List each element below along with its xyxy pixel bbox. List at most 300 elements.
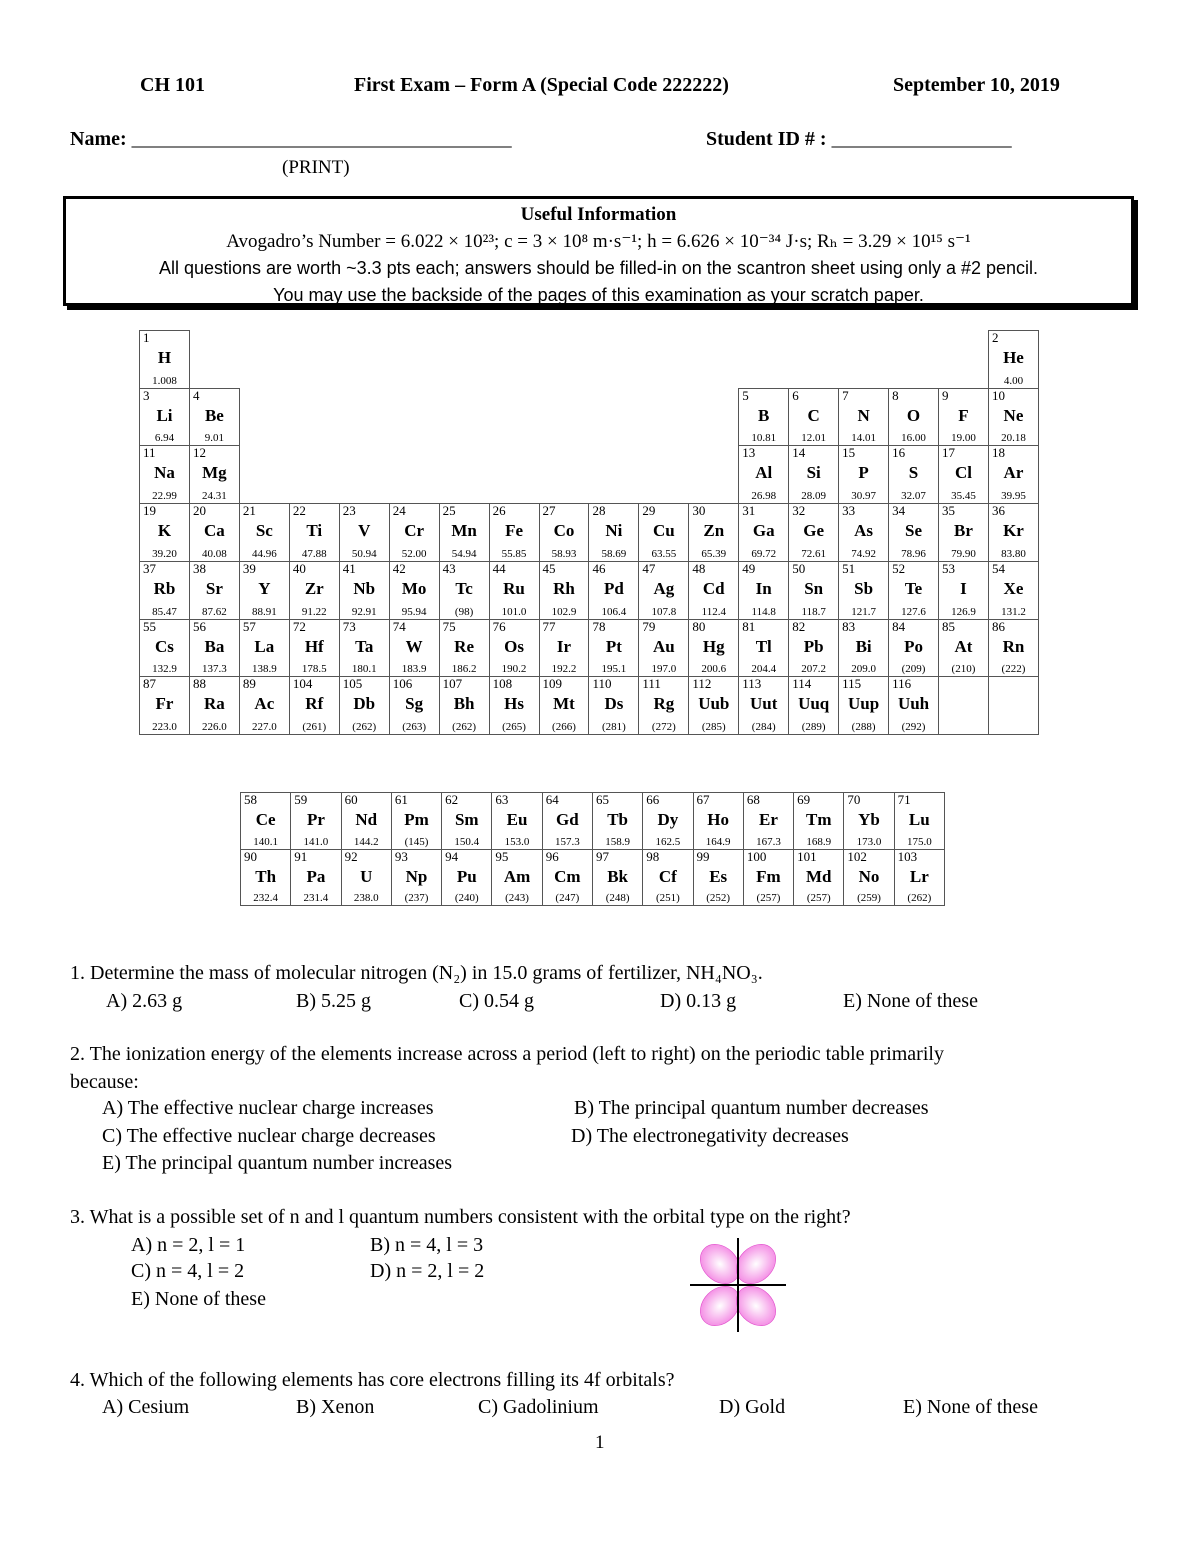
- atomic-mass: 44.96: [251, 547, 277, 560]
- element-symbol: U: [360, 866, 373, 886]
- atomic-number: 75: [442, 618, 456, 634]
- element-cell-cm: [542, 849, 592, 906]
- element-symbol: Mt: [553, 694, 575, 714]
- atomic-mass: 186.2: [451, 663, 477, 676]
- q2-choice-b[interactable]: B) The principal quantum number decreases: [574, 1097, 929, 1119]
- element-cell-sr: [189, 561, 239, 619]
- element-cell-eu: [492, 793, 542, 850]
- empty-cell: [889, 331, 939, 389]
- atomic-number: 44: [492, 560, 506, 576]
- empty-cell: [589, 331, 639, 389]
- element-symbol: Uut: [750, 694, 778, 714]
- atomic-mass: 175.0: [906, 835, 932, 848]
- atomic-mass: 209.0: [851, 663, 876, 676]
- element-cell-s: [889, 446, 939, 504]
- atomic-mass: 16.00: [901, 432, 926, 445]
- atomic-number: 101: [797, 848, 817, 864]
- element-cell-cl: [939, 446, 989, 504]
- element-cell-tb: [592, 793, 642, 850]
- atomic-mass: 138.9: [251, 663, 277, 676]
- element-cell-md: [794, 849, 844, 906]
- atomic-mass: (262): [907, 892, 932, 904]
- empty-cell: [489, 446, 539, 504]
- atomic-mass: 55.85: [501, 547, 527, 560]
- element-cell-tm: [794, 793, 844, 850]
- element-cell-la: [239, 619, 289, 677]
- element-cell-he: [988, 331, 1038, 389]
- atomic-number: 104: [292, 676, 313, 692]
- atomic-mass: 238.0: [353, 892, 379, 904]
- element-cell-li: [140, 388, 190, 446]
- atomic-number: 54: [991, 560, 1005, 576]
- atomic-number: 28: [592, 503, 606, 519]
- element-symbol: F: [958, 405, 969, 425]
- atomic-mass: 9.01: [204, 432, 225, 445]
- element-cell-f: [939, 388, 989, 446]
- element-cell-xe: [988, 561, 1038, 619]
- atomic-number: 79: [642, 618, 656, 634]
- atomic-number: 48: [692, 560, 706, 576]
- element-cell-blank: [988, 677, 1038, 735]
- atomic-mass: 72.61: [801, 547, 827, 560]
- atomic-number: 29: [642, 503, 656, 519]
- atomic-number: 14: [792, 445, 806, 461]
- atomic-mass: 107.8: [651, 605, 677, 618]
- q3-choice-e[interactable]: E) None of these: [131, 1288, 266, 1310]
- element-cell-uub: [689, 677, 739, 735]
- atomic-number: 37: [143, 560, 156, 576]
- element-cell-ar: [988, 446, 1038, 504]
- element-cell-ti: [289, 504, 339, 562]
- atomic-mass: 28.09: [801, 490, 827, 503]
- atomic-mass: (262): [352, 721, 377, 733]
- atomic-mass: 231.4: [303, 892, 329, 904]
- element-cell-nd: [341, 793, 391, 850]
- empty-cell: [589, 446, 639, 504]
- atomic-mass: (247): [555, 892, 580, 904]
- element-cell-k: [140, 504, 190, 562]
- empty-cell: [539, 446, 589, 504]
- element-symbol: As: [854, 521, 874, 541]
- element-symbol: Rh: [553, 578, 575, 598]
- atomic-mass: (266): [552, 721, 576, 733]
- atomic-mass: 204.4: [751, 663, 777, 676]
- element-symbol: Zn: [703, 521, 725, 541]
- empty-cell: [489, 331, 539, 389]
- atomic-number: 34: [892, 503, 906, 519]
- atomic-number: 83: [842, 618, 856, 634]
- element-symbol: Lr: [909, 866, 929, 886]
- empty-cell: [789, 331, 839, 389]
- element-symbol: Uuh: [897, 694, 930, 714]
- element-symbol: Ta: [355, 636, 374, 656]
- atomic-mass: 197.0: [651, 663, 677, 676]
- element-cell-au: [639, 619, 689, 677]
- print-note: (PRINT): [282, 157, 350, 178]
- atomic-mass: (252): [706, 892, 731, 904]
- atomic-mass: 58.69: [601, 547, 627, 560]
- element-cell-fm: [743, 849, 793, 906]
- element-cell-be: [189, 388, 239, 446]
- element-cell-cs: [140, 619, 190, 677]
- atomic-mass: 132.9: [152, 663, 177, 676]
- element-symbol: Cm: [554, 866, 581, 886]
- element-cell-bi: [839, 619, 889, 677]
- element-symbol: C: [807, 405, 820, 425]
- q4-choice-c[interactable]: C) Gadolinium: [478, 1396, 599, 1418]
- q1-choice-a[interactable]: A) 2.63 g: [106, 990, 183, 1012]
- q4-choice-d[interactable]: D) Gold: [719, 1396, 786, 1418]
- empty-cell: [589, 388, 639, 446]
- atomic-number: 93: [394, 848, 408, 864]
- atomic-number: 87: [143, 676, 156, 692]
- element-cell-sn: [789, 561, 839, 619]
- element-cell-cf: [643, 849, 693, 906]
- empty-cell: [689, 331, 739, 389]
- element-symbol: Sn: [804, 578, 824, 598]
- element-cell-dy: [643, 793, 693, 850]
- atomic-number: 30: [692, 503, 706, 519]
- atomic-number: 16: [892, 445, 906, 461]
- useful-info-box: [63, 196, 1134, 306]
- empty-cell: [389, 446, 439, 504]
- element-symbol: Cr: [404, 521, 425, 541]
- element-cell-br: [939, 504, 989, 562]
- element-symbol: Sm: [454, 810, 479, 829]
- element-cell-fe: [489, 504, 539, 562]
- element-cell-in: [739, 561, 789, 619]
- element-cell-re: [439, 619, 489, 677]
- atomic-mass: 162.5: [655, 835, 681, 848]
- element-cell-pm: [391, 793, 441, 850]
- atomic-mass: (243): [505, 892, 529, 904]
- element-symbol: Rb: [153, 578, 176, 598]
- empty-cell: [339, 446, 389, 504]
- element-cell-po: [889, 619, 939, 677]
- atomic-number: 35: [942, 503, 955, 519]
- table-row: [140, 504, 1039, 562]
- atomic-mass: 150.4: [454, 835, 480, 848]
- atomic-mass: 1.008: [152, 374, 177, 387]
- atomic-mass: 54.94: [451, 547, 477, 560]
- element-symbol: Cf: [658, 866, 677, 886]
- question-4-stem: 4. Which of the following elements has core electrons filling its 4f orbitals?: [70, 1369, 675, 1391]
- element-symbol: Md: [805, 866, 832, 886]
- q3-choice-b[interactable]: B) n = 4, l = 3: [370, 1234, 484, 1256]
- atomic-mass: (259): [857, 892, 881, 904]
- element-symbol: Sg: [405, 694, 424, 714]
- element-cell-lu: [894, 793, 944, 850]
- atomic-mass: 106.4: [601, 605, 627, 618]
- empty-cell: [439, 446, 489, 504]
- element-cell-ga: [739, 504, 789, 562]
- q2-choice-d[interactable]: D) The electronegativity decreases: [571, 1125, 849, 1147]
- element-symbol: Nd: [355, 810, 378, 829]
- element-symbol: K: [157, 521, 172, 541]
- atomic-number: 77: [542, 618, 556, 634]
- q1-choice-c[interactable]: C) 0.54 g: [459, 990, 534, 1012]
- exam-title: First Exam – Form A (Special Code 222222): [354, 74, 729, 96]
- element-symbol: Sr: [205, 578, 223, 598]
- exam-date: September 10, 2019: [893, 74, 1060, 96]
- atomic-number: 108: [492, 676, 513, 692]
- element-symbol: Al: [755, 463, 773, 483]
- element-symbol: Pr: [306, 810, 325, 829]
- element-cell-mn: [439, 504, 489, 562]
- element-cell-c: [789, 388, 839, 446]
- atomic-number: 59: [294, 792, 308, 807]
- element-cell-rg: [639, 677, 689, 735]
- element-symbol: He: [1003, 348, 1024, 367]
- element-cell-si: [789, 446, 839, 504]
- atomic-number: 50: [792, 560, 806, 576]
- atomic-number: 45: [542, 560, 556, 576]
- element-symbol: Xe: [1003, 578, 1024, 598]
- element-symbol: Tm: [805, 810, 832, 829]
- atomic-number: 1: [143, 330, 150, 345]
- atomic-mass: 114.8: [751, 605, 776, 618]
- atomic-number: 11: [143, 445, 156, 461]
- atomic-number: 95: [495, 848, 509, 864]
- q3-choice-d[interactable]: D) n = 2, l = 2: [370, 1260, 485, 1282]
- atomic-number: 90: [244, 848, 257, 864]
- element-cell-pa: [291, 849, 341, 906]
- element-cell-p: [839, 446, 889, 504]
- element-cell-cu: [639, 504, 689, 562]
- element-cell-ta: [339, 619, 389, 677]
- element-cell-blank: [939, 677, 989, 735]
- d-orbital-diagram: [690, 1238, 786, 1332]
- atomic-number: 74: [392, 618, 406, 634]
- element-symbol: Ac: [254, 694, 275, 714]
- q2-choice-a[interactable]: A) The effective nuclear charge increases: [102, 1097, 434, 1119]
- atomic-number: 46: [592, 560, 606, 576]
- atomic-number: 8: [892, 387, 899, 403]
- atomic-number: 47: [642, 560, 656, 576]
- atomic-number: 53: [942, 560, 955, 576]
- element-symbol: Ce: [255, 810, 276, 829]
- atomic-number: 106: [392, 676, 413, 692]
- atomic-number: 92: [344, 848, 358, 864]
- element-cell-ac: [239, 677, 289, 735]
- atomic-mass: 101.0: [501, 605, 527, 618]
- element-cell-te: [889, 561, 939, 619]
- element-symbol: Cl: [954, 463, 972, 483]
- atomic-mass: 158.9: [605, 835, 630, 848]
- element-cell-ag: [639, 561, 689, 619]
- atomic-number: 84: [892, 618, 906, 634]
- atomic-mass: 167.3: [756, 835, 781, 848]
- atomic-number: 56: [192, 618, 206, 634]
- element-cell-v: [339, 504, 389, 562]
- element-symbol: Db: [353, 694, 376, 714]
- element-symbol: Ne: [1003, 405, 1024, 425]
- element-cell-pu: [442, 849, 492, 906]
- element-symbol: Li: [156, 405, 173, 425]
- element-symbol: Se: [905, 521, 923, 541]
- atomic-mass: (240): [454, 892, 479, 904]
- element-cell-ni: [589, 504, 639, 562]
- atomic-mass: (262): [452, 721, 476, 733]
- element-symbol: I: [960, 578, 967, 598]
- atomic-mass: 26.98: [751, 490, 777, 503]
- atomic-mass: 164.9: [705, 835, 731, 848]
- atomic-mass: 232.4: [253, 892, 279, 904]
- points-instructions: All questions are worth ~3.3 pts each; answers should be filled-in on the scantron sheet using only a #2 pencil.: [158, 258, 1039, 278]
- element-cell-y: [239, 561, 289, 619]
- table-row: [140, 446, 1039, 504]
- atomic-number: 80: [692, 618, 706, 634]
- atomic-mass: 22.99: [152, 490, 177, 503]
- empty-cell: [689, 388, 739, 446]
- atomic-number: 73: [342, 618, 356, 634]
- atomic-number: 6: [792, 387, 799, 403]
- empty-cell: [539, 388, 589, 446]
- atomic-number: 107: [442, 676, 463, 692]
- atomic-mass: 88.91: [251, 605, 277, 618]
- student-id-blank[interactable]: __________________: [831, 128, 1012, 150]
- element-symbol: Ho: [707, 810, 730, 829]
- atomic-number: 113: [742, 676, 762, 692]
- atomic-mass: 50.94: [351, 547, 377, 560]
- element-cell-co: [539, 504, 589, 562]
- atomic-number: 62: [445, 792, 459, 807]
- element-symbol: Am: [503, 866, 531, 886]
- atomic-mass: 180.1: [351, 663, 377, 676]
- atomic-mass: (285): [701, 721, 726, 733]
- atomic-mass: 192.2: [551, 663, 577, 676]
- element-cell-at: [939, 619, 989, 677]
- element-cell-cd: [689, 561, 739, 619]
- student-id-line[interactable]: [706, 128, 1012, 151]
- element-symbol: Te: [904, 578, 923, 598]
- name-label: Name:: [70, 128, 127, 150]
- element-symbol: Tl: [755, 636, 772, 656]
- element-cell-rh: [539, 561, 589, 619]
- element-symbol: Sb: [854, 578, 874, 598]
- element-cell-o: [889, 388, 939, 446]
- empty-cell: [639, 388, 689, 446]
- atomic-number: 52: [892, 560, 906, 576]
- element-symbol: Hg: [702, 636, 725, 656]
- element-symbol: Os: [504, 636, 524, 656]
- atomic-mass: (261): [302, 721, 327, 733]
- atomic-number: 103: [897, 848, 918, 864]
- q2-choice-e[interactable]: E) The principal quantum number increases: [102, 1152, 453, 1174]
- atomic-number: 13: [742, 445, 756, 461]
- element-cell-yb: [844, 793, 894, 850]
- element-cell-ra: [189, 677, 239, 735]
- element-cell-tc: [439, 561, 489, 619]
- atomic-number: 112: [692, 676, 712, 692]
- element-symbol: Mg: [202, 463, 227, 483]
- empty-cell: [189, 331, 239, 389]
- element-cell-uuh: [889, 677, 939, 735]
- element-symbol: O: [906, 405, 921, 425]
- element-cell-w: [389, 619, 439, 677]
- element-symbol: Pu: [456, 866, 477, 886]
- element-cell-db: [339, 677, 389, 735]
- atomic-mass: (210): [951, 663, 976, 676]
- empty-cell: [939, 331, 989, 389]
- element-cell-mg: [189, 446, 239, 504]
- element-symbol: Rn: [1002, 636, 1025, 656]
- q1-choice-b[interactable]: B) 5.25 g: [296, 990, 371, 1012]
- q3-choice-a[interactable]: A) n = 2, l = 1: [131, 1234, 246, 1256]
- question-2-stem-cont: because:: [70, 1071, 139, 1093]
- element-symbol: Pt: [605, 636, 622, 656]
- atomic-number: 23: [342, 503, 356, 519]
- name-line[interactable]: [70, 128, 512, 151]
- element-symbol: Tb: [607, 810, 628, 829]
- element-cell-u: [341, 849, 391, 906]
- element-symbol: Fm: [756, 866, 781, 886]
- element-symbol: Mo: [401, 578, 427, 598]
- q1-choice-e[interactable]: E) None of these: [843, 990, 978, 1012]
- element-symbol: Pm: [404, 810, 429, 829]
- element-symbol: Ga: [752, 521, 775, 541]
- q4-choice-b[interactable]: B) Xenon: [296, 1396, 375, 1418]
- element-symbol: Th: [255, 866, 277, 886]
- atomic-number: 114: [792, 676, 812, 692]
- atomic-mass: 58.93: [551, 547, 577, 560]
- element-cell-bh: [439, 677, 489, 735]
- empty-cell: [289, 331, 339, 389]
- atomic-mass: 63.55: [651, 547, 677, 560]
- element-cell-hf: [289, 619, 339, 677]
- q1-choice-d[interactable]: D) 0.13 g: [660, 990, 737, 1012]
- element-symbol: In: [755, 578, 772, 598]
- atomic-number: 26: [492, 503, 506, 519]
- atomic-mass: (289): [801, 721, 826, 733]
- q4-choice-e[interactable]: E) None of these: [903, 1396, 1038, 1418]
- q3-choice-c[interactable]: C) n = 4, l = 2: [131, 1260, 245, 1282]
- element-symbol: Bi: [855, 636, 872, 656]
- element-cell-rb: [140, 561, 190, 619]
- element-symbol: Ds: [604, 694, 624, 714]
- name-blank[interactable]: ______________________________________: [131, 128, 512, 150]
- q2-choice-c[interactable]: C) The effective nuclear charge decreases: [102, 1125, 436, 1147]
- table-row: [140, 619, 1039, 677]
- course-code: CH 101: [140, 74, 205, 96]
- atomic-mass: 79.90: [951, 547, 976, 560]
- element-symbol: Uuq: [798, 694, 830, 714]
- element-symbol: Y: [258, 578, 271, 598]
- atomic-number: 17: [942, 445, 955, 461]
- element-symbol: La: [254, 636, 275, 656]
- atomic-number: 109: [542, 676, 562, 692]
- atomic-mass: (281): [601, 721, 626, 733]
- element-cell-al: [739, 446, 789, 504]
- atomic-number: 99: [696, 848, 710, 864]
- table-row: [140, 331, 1039, 389]
- element-cell-ho: [693, 793, 743, 850]
- element-symbol: Eu: [506, 810, 528, 829]
- element-cell-sb: [839, 561, 889, 619]
- atomic-mass: 131.2: [1001, 605, 1026, 618]
- element-symbol: Po: [904, 636, 923, 656]
- atomic-mass: 190.2: [501, 663, 527, 676]
- element-symbol: Pd: [603, 578, 624, 598]
- element-cell-rf: [289, 677, 339, 735]
- atomic-mass: 153.0: [504, 835, 530, 848]
- atomic-number: 91: [294, 848, 308, 864]
- atomic-mass: 4.00: [1003, 374, 1024, 387]
- element-symbol: Lu: [908, 810, 930, 829]
- atomic-number: 81: [742, 618, 756, 634]
- atomic-mass: (251): [655, 892, 680, 904]
- q4-choice-a[interactable]: A) Cesium: [102, 1396, 190, 1418]
